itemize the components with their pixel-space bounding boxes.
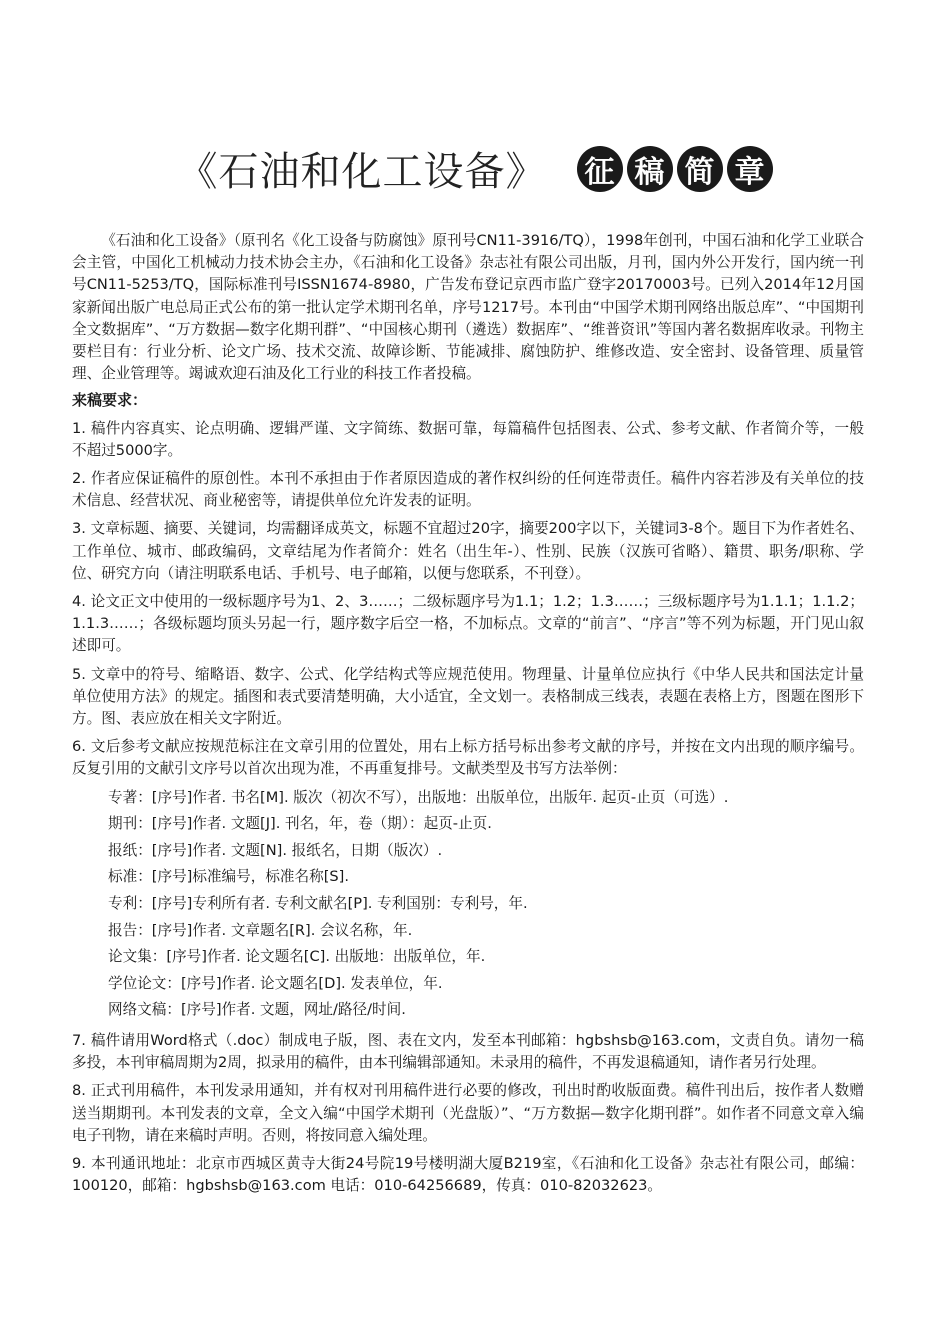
requirement-item-5: 5. 文章中的符号、缩略语、数字、公式、化学结构式等应规范使用。物理量、计量单位应执行《中华人民共和国法定计量单位使用方法》的规定。插图和表式要清楚明确，大小适宜，全文划一。表格制成三线表，表题在表格上方，图题在图形下方。图、表应放在相关文字附近。 <box>72 665 864 728</box>
title-badges <box>577 146 773 192</box>
requirement-item-1: 1. 稿件内容真实、论点明确、逻辑严谨、文字简练、数据可靠，每篇稿件包括图表、公式、参考文献、作者简介等，一般不超过5000字。 <box>72 419 864 459</box>
reference-format-web: 网络文稿：[序号]作者. 文题，网址/路径/时间. <box>108 1001 406 1019</box>
reference-format-newspaper: 报纸：[序号]作者. 文题[N]. 报纸名，日期（版次）. <box>108 841 443 859</box>
content-body <box>72 230 864 1197</box>
title-badge-zheng: 征 <box>577 146 623 192</box>
requirement-item-9: 9. 本刊通讯地址：北京市西城区黄寺大街24号院19号楼明湖大厦B219室，《石油和化工设备》杂志社有限公司，邮编：100120，邮箱：hgbshsb@163.com 电话：010-64256689，传真：010-82032623。 <box>72 1155 864 1195</box>
reference-format-thesis: 学位论文：[序号]作者. 论文题名[D]. 发表单位，年. <box>108 974 443 992</box>
requirement-item-3: 3. 文章标题、摘要、关键词，均需翻译成英文，标题不宜超过20字，摘要200字以下，关键词3-8个。题目下为作者姓名、工作单位、城市、邮政编码，文章结尾为作者简介：姓名（出生年-）、性别、民族（汉族可省略）、籍贯、职务/职称、学位、研究方向（请注明联系电话、手机号、电子邮箱，以便与您联系，不刊登）。 <box>72 520 864 582</box>
reference-format-report: 报告：[序号]作者. 文章题名[R]. 会议名称，年. <box>108 921 413 939</box>
title-row <box>0 140 950 197</box>
requirement-item-8: 8. 正式刊用稿件，本刊发录用通知，并有权对刊用稿件进行必要的修改，刊出时酌收版面费。稿件刊出后，按作者人数赠送当期期刊。本刊发表的文章，全文入编“中国学术期刊（光盘版）”、“万方数据—数字化期刊群”。如作者不同意文章入编电子刊物，请在来稿时声明。否则，将按同意入编处理。 <box>72 1082 864 1144</box>
title-badge-jian: 简 <box>677 146 723 192</box>
reference-format-patent: 专利：[序号]专利所有者. 专利文献名[P]. 专利国别：专利号，年. <box>108 895 528 913</box>
reference-format-list <box>108 785 864 1024</box>
title-badge-zhang: 章 <box>727 146 773 192</box>
title-badge-gao: 稿 <box>627 146 673 192</box>
requirement-item-6: 6. 文后参考文献应按规范标注在文章引用的位置处，用右上标方括号标出参考文献的序号，并按在文内出现的顺序编号。反复引用的文献引文序号以首次出现为准，不再重复排号。文献类型及书写方法举例： <box>72 738 864 778</box>
requirement-item-2: 2. 作者应保证稿件的原创性。本刊不承担由于作者原因造成的著作权纠纷的任何连带责任。稿件内容若涉及有关单位的技术信息、经营状况、商业秘密等，请提供单位允许发表的证明。 <box>72 470 864 510</box>
reference-format-standard: 标准：[序号]标准编号，标准名称[S]. <box>108 868 349 886</box>
reference-format-proceedings: 论文集：[序号]作者. 论文题名[C]. 出版地：出版单位，年. <box>108 948 486 966</box>
requirement-item-7: 7. 稿件请用Word格式（.doc）制成电子版，图、表在文内，发至本刊邮箱：hgbshsb@163.com，文责自负。请勿一稿多投，本刊审稿周期为2周，拟录用的稿件，由本刊编辑部通知。未录用的稿件，不再发退稿通知，请作者另行处理。 <box>72 1032 864 1072</box>
requirement-item-4: 4. 论文正文中使用的一级标题序号为1、2、3……；二级标题序号为1.1；1.2；1.3……；三级标题序号为1.1.1；1.1.2；1.1.3……；各级标题均顶头另起一行，题序数字后空一格，不加标点。文章的“前言”、“序言”等不列为标题，开门见山叙述即可。 <box>72 593 864 655</box>
requirements-heading: 来稿要求： <box>72 391 148 410</box>
journal-title: 《石油和化工设备》 <box>177 149 547 195</box>
intro-paragraph: 《石油和化工设备》（原刊名《化工设备与防腐蚀》原刊号CN11-3916/TQ），1998年创刊，中国石油和化学工业联合会主管，中国化工机械动力技术协会主办，《石油和化工设备》杂志社有限公司出版，月刊，国内外公开发行，国内统一刊号CN11-5253/TQ，国际标准刊号ISSN1674-8980，广告发布登记京西市监广登字20170003号。已列入2014年12月国家新闻出版广电总局正式公布的第一批认定学术期刊名单，序号1217号。本刊由“中国学术期刊网络出版总库”、“中国期刊全文数据库”、“万方数据—数字化期刊群”、“中国核心期刊（遴选）数据库”、“维普资讯”等国内著名数据库收录。刊物主要栏目有：行业分析、论文广场、技术交流、故障诊断、节能减排、腐蚀防护、维修改造、安全密封、设备管理、质量管理、企业管理等。竭诚欢迎石油及化工行业的科技工作者投稿。 <box>72 232 864 383</box>
reference-format-monograph: 专著：[序号]作者. 书名[M]. 版次（初次不写），出版地：出版单位，出版年. 起页-止页（可选）. <box>108 788 729 806</box>
reference-format-journal: 期刊：[序号]作者. 文题[J]. 刊名，年，卷（期）：起页-止页. <box>108 815 492 833</box>
